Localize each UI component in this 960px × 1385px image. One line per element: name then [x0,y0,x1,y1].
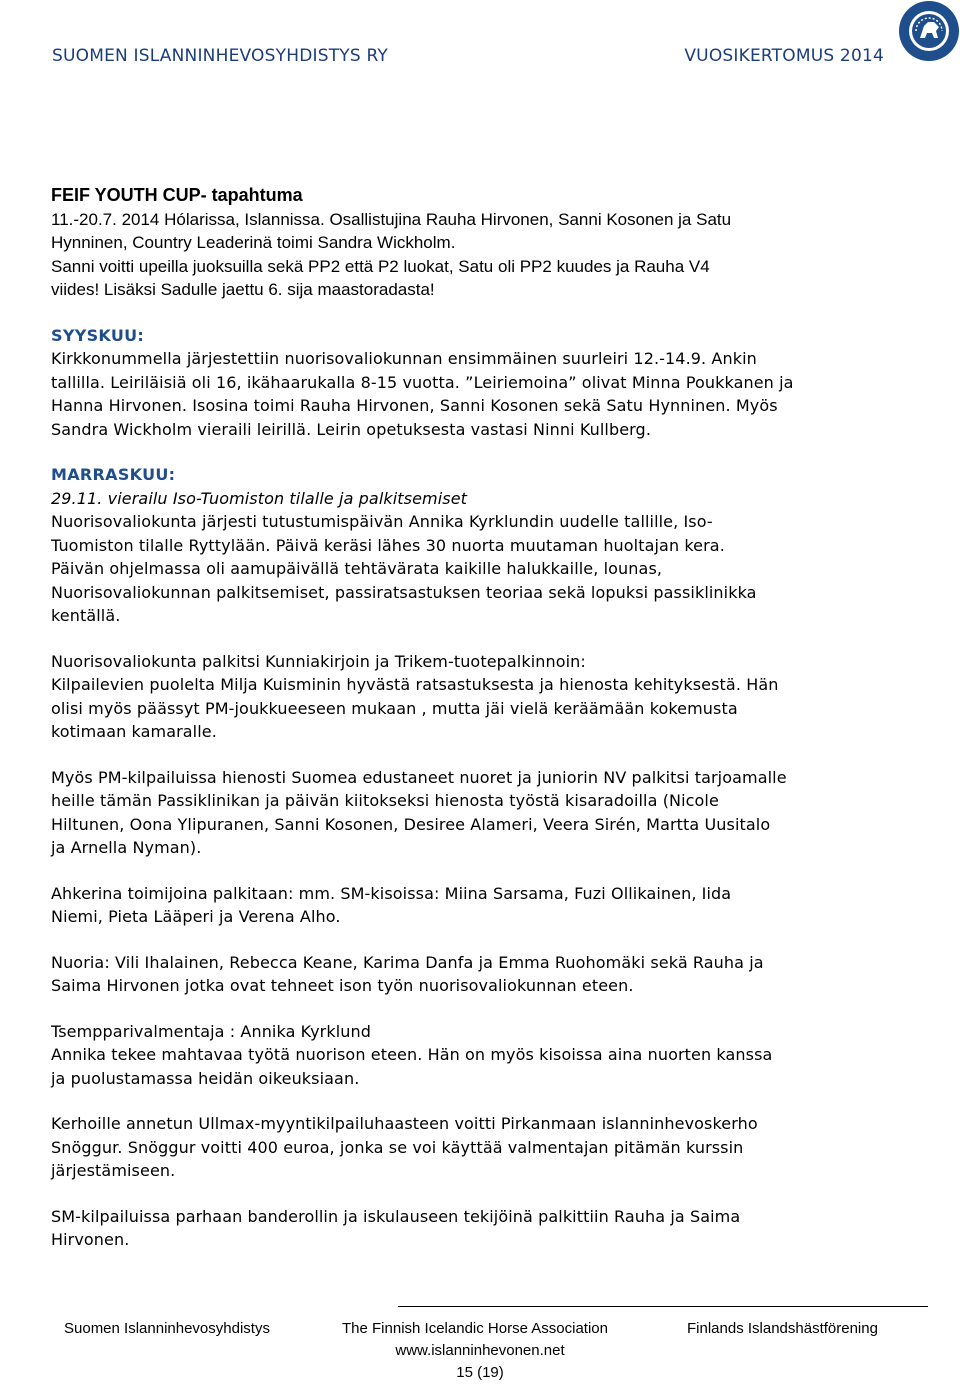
page-number: 15 (19) [456,1364,504,1381]
text-line: olisi myös päässyt PM-joukkueeseen mukaan , mutta jäi vielä keräämään kokemusta [51,698,738,718]
footer-org-sv: Finlands Islandshästförening [687,1320,878,1337]
text-line: kotimaan kamaralle. [51,722,217,741]
footer-divider [398,1306,928,1307]
text-line: Niemi, Pieta Lääperi ja Verena Alho. [51,907,341,926]
text-line: heille tämän Passiklinikan ja päivän kiitokseksi hienosta työstä kisaradoilla (Nicole [51,791,719,810]
syyskuu-heading: SYYSKUU: [51,325,145,345]
text-line: Kerhoille annetun Ullmax-myyntikilpailuhaasteen voitti Pirkanmaan islanninhevoskerho [51,1114,758,1133]
feif-heading: FEIF YOUTH CUP- tapahtuma [51,185,303,205]
text-line: Myös PM-kilpailuissa hienosti Suomea edustaneet nuoret ja juniorin NV palkitsi tarjoamalle [51,767,787,787]
marraskuu-paragraph [51,487,931,628]
text-line: Hiltunen, Oona Ylipuranen, Sanni Kosonen, Desiree Alameri, Veera Sirén, Martta Uusitalo [51,814,771,834]
text-line: järjestämiseen. [51,1161,176,1180]
text-line: Hynninen, Country Leaderinä toimi Sandra Wickholm. [51,233,456,252]
text-line: kentällä. [51,606,121,625]
text-line: Nuorisovaliokunta järjesti tutustumispäivän Annika Kyrklundin uudelle tallille, Iso- [51,512,713,531]
footer-website: www.islanninhevonen.net [395,1342,565,1359]
footer-org-fi: Suomen Islanninhevosyhdistys [64,1320,270,1337]
text-line: Snöggur. Snöggur voitti 400 euroa, jonka se voi käyttää valmentajan pitämän kurssin [51,1137,744,1157]
text-line: 11.-20.7. 2014 Hólarissa, Islannissa. Osallistujina Rauha Hirvonen, Sanni Kosonen ja Satu [51,209,732,229]
text-line: Kilpailevien puolelta Milja Kuisminin hyvästä ratsastuksesta ja hienosta kehityksestä. Hän [51,675,779,694]
club-paragraph [51,1112,931,1183]
report-body [51,184,931,1252]
association-logo [898,0,960,62]
coach-paragraph [51,1020,931,1091]
text-line: Ahkerina toimijoina palkitaan: mm. SM-kisoissa: Miina Sarsama, Fuzi Ollikainen, Iida [51,883,732,903]
marraskuu-subtitle: 29.11. vierailu Iso-Tuomiston tilalle ja palkitsemiset [51,488,468,508]
text-line: Tsempparivalmentaja : Annika Kyrklund [51,1021,371,1041]
text-line: Saima Hirvonen jotka ovat tehneet ison työn nuorisovaliokunnan eteen. [51,976,634,995]
text-line: SM-kilpailuissa parhaan banderollin ja iskulauseen tekijöinä palkittiin Rauha ja Saima [51,1206,741,1226]
volunteers-paragraph [51,882,931,929]
banner-paragraph [51,1205,931,1252]
text-line: Hanna Hirvonen. Isosina toimi Rauha Hirvonen, Sanni Kosonen sekä Satu Hynninen. Myös [51,396,778,415]
text-line: Päivän ohjelmassa oli aamupäivällä tehtävärata kaikille halukkaille, lounas, [51,559,663,578]
text-line: ja puolustamassa heidän oikeuksiaan. [51,1068,360,1088]
text-line: tallilla. Leiriläisiä oli 16, ikähaarukalla 8-15 vuotta. ”Leiriemoina” olivat Minna Poukkanen ja [51,372,794,392]
syyskuu-paragraph [51,347,931,441]
awards-paragraph [51,650,931,744]
marraskuu-heading: MARRASKUU: [51,465,176,484]
text-line: Hirvonen. [51,1230,130,1249]
footer-org-en: The Finnish Icelandic Horse Association [342,1320,608,1337]
youth-paragraph [51,951,931,998]
header-org: SUOMEN ISLANNINHEVOSYHDISTYS RY [52,46,388,66]
text-line: Nuoria: Vili Ihalainen, Rebecca Keane, Karima Danfa ja Emma Ruohomäki sekä Rauha ja [51,952,764,972]
text-line: Annika tekee mahtavaa työtä nuorison eteen. Hän on myös kisoissa aina nuorten kanssa [51,1045,773,1064]
text-line: Nuorisovaliokunta palkitsi Kunniakirjoin ja Trikem-tuotepalkinnoin: [51,651,586,671]
text-line: Nuorisovaliokunnan palkitsemiset, passiratsastuksen teoriaa sekä lopuksi passiklinikka [51,582,757,602]
text-line: Kirkkonummella järjestettiin nuorisovaliokunnan ensimmäinen suurleiri 12.-14.9. Ankin [51,349,757,368]
feif-paragraph [51,208,931,302]
text-line: viides! Lisäksi Sadulle jaettu 6. sija maastoradasta! [51,280,435,299]
header-report-title: VUOSIKERTOMUS 2014 [684,46,884,66]
text-line: Sandra Wickholm vieraili leirillä. Leirin opetuksesta vastasi Ninni Kullberg. [51,419,652,439]
text-line: ja Arnella Nyman). [51,838,202,857]
text-line: Tuomiston tilalle Ryttylään. Päivä keräsi lähes 30 nuorta muutaman huoltajan kera. [51,535,725,555]
pm-paragraph [51,766,931,860]
page-header [52,46,884,72]
text-line: Sanni voitti upeilla juoksuilla sekä PP2 että P2 luokat, Satu oli PP2 kuudes ja Rauha V4 [51,256,710,276]
